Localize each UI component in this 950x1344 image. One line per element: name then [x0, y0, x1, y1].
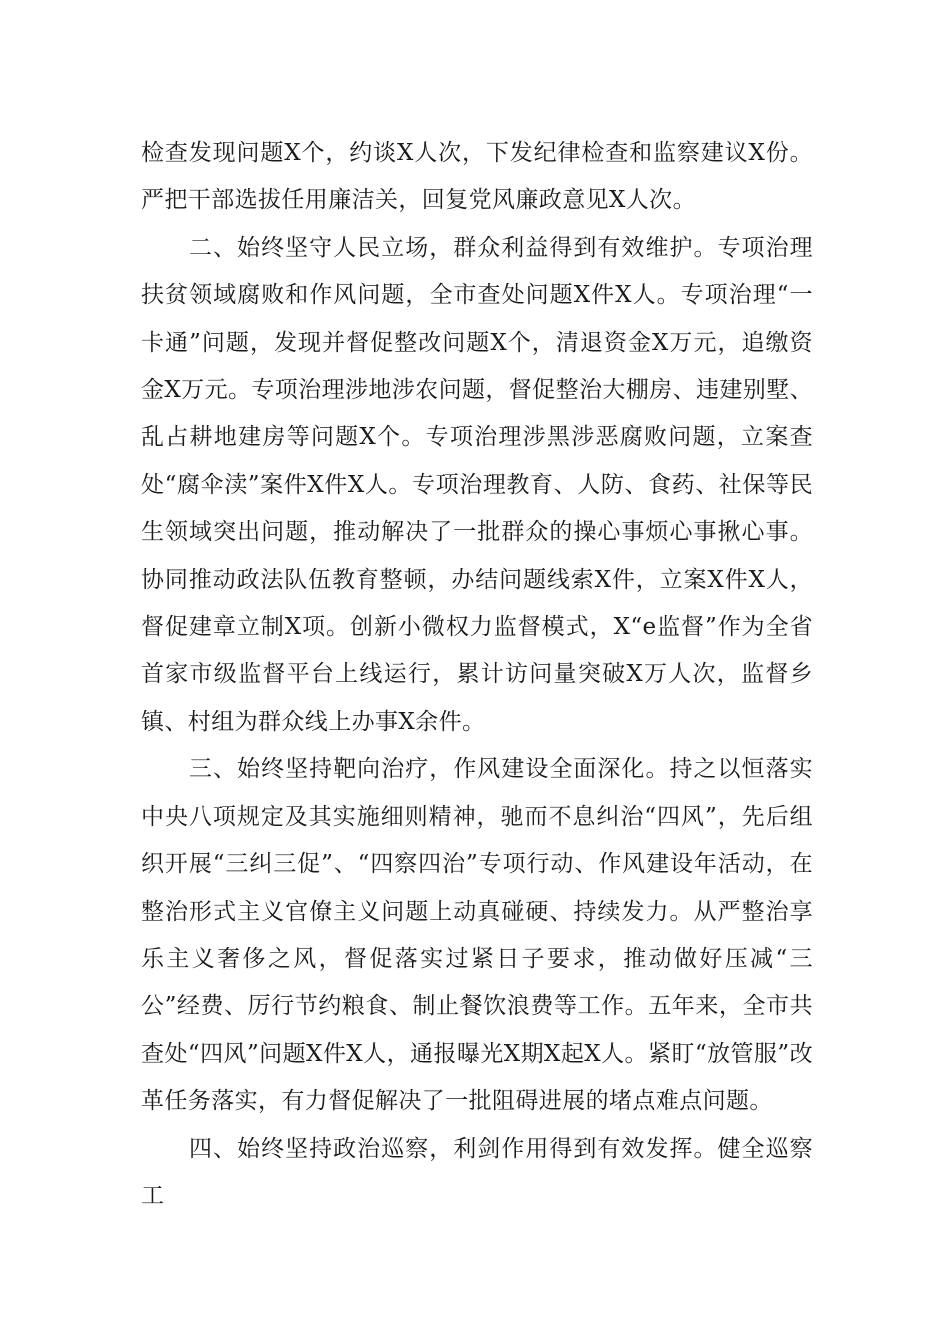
paragraph-section-four: 四、始终坚持政治巡察，利剑作用得到有效发挥。健全巡察工 [141, 1135, 813, 1209]
paragraph-section-three: 三、始终坚持靶向治疗，作风建设全面深化。持之以恒落实中央八项规定及其实施细则精神，驰而不息纠治“四风”，先后组织开展“三纠三促”、“四察四治”专项行动、作风建设年活动，在整治形式主义官僚主义问题上动真碰硬、持续发力。从严整治享乐主义奢侈之风，督促落实过紧日子要求，推动做好压减“三公”经费、厉行节约粮食、制止餐饮浪费等工作。五年来，全市共查处“四风”问题X件X人，通报曝光X期X起X人。紧盯“放管服”改革任务落实，有力督促解决了一批阻碍进展的堵点难点问题。 [141, 756, 814, 1115]
paragraph-section-two: 二、始终坚守人民立场，群众利益得到有效维护。专项治理扶贫领域腐败和作风问题，全市查处问题X件X人。专项治理“一卡通”问题，发现并督促整改问题X个，清退资金X万元，追缴资金X万元。专项治理涉地涉农问题，督促整治大棚房、违建别墅、乱占耕地建房等问题X个。专项治理涉黑涉恶腐败问题，立案查处“腐伞渎”案件X件X人。专项治理教育、人防、食药、社保等民生领域突出问题，推动解决了一批群众的操心事烦心事揪心事。协同推动政法队伍教育整顿，办结问题线索X件，立案X件X人，督促建章立制X项。创新小微权力监督模式，X“e监督”作为全省首家市级监督平台上线运行，累计访问量突破X万人次，监督乡镇、村组为群众线上办事X余件。 [141, 234, 813, 735]
document-body [141, 130, 813, 1220]
paragraph-continuation: 检查发现问题X个，约谈X人次，下发纪律检查和监察建议X份。严把干部选拔任用廉洁关，回复党风廉政意见X人次。 [141, 140, 813, 214]
